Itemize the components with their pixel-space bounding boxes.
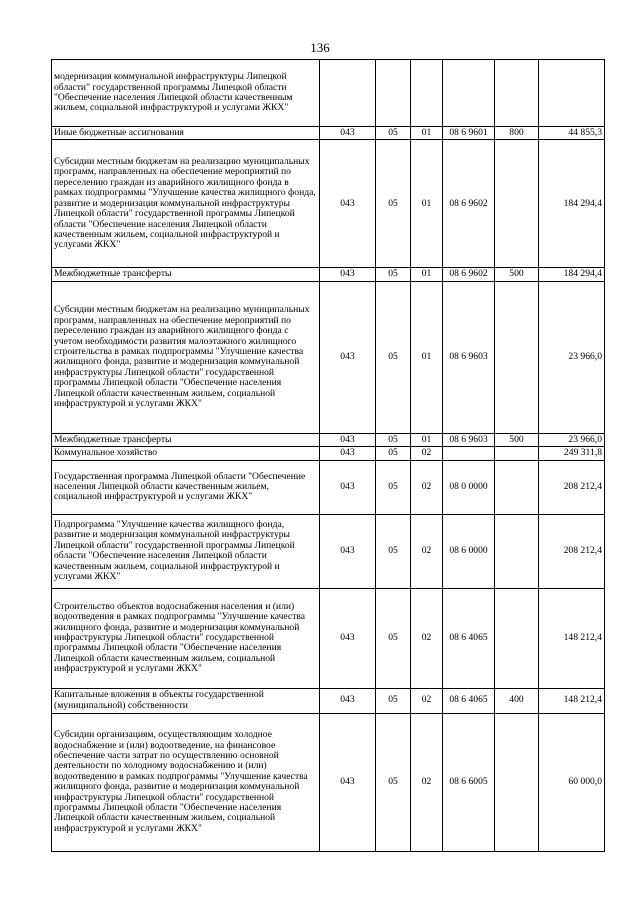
ministry-code: 043 [320,281,376,433]
expense-type [495,514,539,588]
ministry-code: 043 [320,688,376,713]
ministry-code: 043 [320,433,376,446]
amount: 249 311,8 [539,447,605,460]
section-code: 05 [376,713,411,851]
target-article: 08 6 9602 [443,140,495,268]
expense-type [495,281,539,433]
section-code: 05 [376,281,411,433]
section-code: 05 [376,514,411,588]
table-row [52,588,605,688]
subsection-code: 02 [411,713,443,851]
section-code: 05 [376,268,411,281]
section-code: 05 [376,127,411,140]
amount: 148 212,4 [539,588,605,688]
page-number: 136 [310,40,330,55]
subsection-code: 01 [411,127,443,140]
expense-type [495,140,539,268]
row-name: Субсидии местным бюджетам на реализацию муниципальных программ, направленных на обеспечение мероприятий по переселению граждан из аварийного жилищного фонда в рамках подпрограммы "Улучшение качества жилищного фонда, развитие и модернизация коммунальной инфраструктуры Липецкой области" государственной программы Липецкой области "Обеспечение населения Липецкой области качественным жильем, социальной инфраструктурой и услугами ЖКХ" [52,140,320,268]
expense-type: 800 [495,127,539,140]
ministry-code: 043 [320,140,376,268]
table-row [52,281,605,433]
target-article: 08 6 9602 [443,268,495,281]
amount: 23 966,0 [539,433,605,446]
subsection-code: 01 [411,268,443,281]
ministry-code: 043 [320,514,376,588]
row-name: модернизация коммунальной инфраструктуры Липецкой области" государственной программы Липецкой области "Обеспечение населения Липецкой области качественным жильем, социальной инфраструктурой и услугами ЖКХ" [52,60,320,127]
section-code: 05 [376,588,411,688]
amount: 184 294,4 [539,140,605,268]
section-code: 05 [376,460,411,514]
amount: 184 294,4 [539,268,605,281]
target-article: 08 6 4065 [443,588,495,688]
amount: 208 212,4 [539,460,605,514]
target-article: 08 6 9603 [443,281,495,433]
subsection-code: 02 [411,447,443,460]
amount [539,60,605,127]
target-article: 08 6 9603 [443,433,495,446]
table-row [52,713,605,851]
target-article: 08 6 9601 [443,127,495,140]
subsection-code: 01 [411,140,443,268]
section-code: 05 [376,140,411,268]
subsection-code: 02 [411,688,443,713]
table-row [52,447,605,460]
table-row [52,460,605,514]
section-code: 05 [376,688,411,713]
amount: 60 000,0 [539,713,605,851]
table-row [52,140,605,268]
subsection-code: 02 [411,460,443,514]
row-name: Межбюджетные трансферты [52,433,320,446]
target-article: 08 6 6005 [443,713,495,851]
row-name: Подпрограмма "Улучшение качества жилищного фонда, развитие и модернизация коммунальной инфраструктуры Липецкой области" государственной программы Липецкой области "Обеспечение населения Липецкой области качественным жильем, социальной инфраструктурой и услугами ЖКХ" [52,514,320,588]
section-code [376,60,411,127]
table-row [52,268,605,281]
budget-table [51,59,605,852]
row-name: Капитальные вложения в объекты государственной (муниципальной) собственности [52,688,320,713]
expense-type: 400 [495,688,539,713]
expense-type [495,447,539,460]
expense-type: 500 [495,433,539,446]
table-row [52,127,605,140]
subsection-code [411,60,443,127]
section-code: 05 [376,433,411,446]
section-code: 05 [376,447,411,460]
row-name: Субсидии организациям, осуществляющим холодное водоснабжение и (или) водоотведение, на финансовое обеспечение части затрат по осуществлению основной деятельности по холодному водоснабжению и (или) водоотведению в рамках подпрограммы "Улучшение качества жилищного фонда, развитие и модернизация коммунальной инфраструктуры Липецкой области" государственной программы Липецкой области "Обеспечение населения Липецкой области качественным жильем, социальной инфраструктурой и услугами ЖКХ" [52,713,320,851]
subsection-code: 01 [411,433,443,446]
subsection-code: 02 [411,588,443,688]
amount: 23 966,0 [539,281,605,433]
table-row [52,60,605,127]
expense-type [495,588,539,688]
amount: 208 212,4 [539,514,605,588]
row-name: Строительство объектов водоснабжения населения и (или) водоотведения в рамках подпрограммы "Улучшение качества жилищного фонда, развитие и модернизация коммунальной инфраструктуры Липецкой области" государственной программы Липецкой области "Обеспечение населения Липецкой области качественным жильем, социальной инфраструктурой и услугами ЖКХ" [52,588,320,688]
subsection-code: 02 [411,514,443,588]
target-article [443,60,495,127]
ministry-code: 043 [320,268,376,281]
amount: 44 855,3 [539,127,605,140]
target-article: 08 6 4065 [443,688,495,713]
target-article [443,447,495,460]
ministry-code: 043 [320,127,376,140]
ministry-code: 043 [320,588,376,688]
amount: 148 212,4 [539,688,605,713]
ministry-code [320,60,376,127]
table-row [52,688,605,713]
subsection-code: 01 [411,281,443,433]
row-name: Субсидии местным бюджетам на реализацию муниципальных программ, направленных на обеспечение мероприятий по переселению граждан из аварийного жилищного фонда с учетом необходимости развития малоэтажного жилищного строительства в рамках подпрограммы "Улучшение качества жилищного фонда, развитие и модернизация коммунальной инфраструктуры Липецкой области" государственной программы Липецкой области "Обеспечение населения Липецкой области качественным жильем, социальной инфраструктурой и услугами ЖКХ" [52,281,320,433]
target-article: 08 0 0000 [443,460,495,514]
expense-type [495,713,539,851]
row-name: Иные бюджетные ассигнования [52,127,320,140]
expense-type: 500 [495,268,539,281]
row-name: Государственная программа Липецкой области "Обеспечение населения Липецкой области качественным жильем, социальной инфраструктурой и услугами ЖКХ" [52,460,320,514]
expense-type [495,60,539,127]
expense-type [495,460,539,514]
row-name: Коммунальное хозяйство [52,447,320,460]
target-article: 08 6 0000 [443,514,495,588]
ministry-code: 043 [320,460,376,514]
ministry-code: 043 [320,447,376,460]
table-row [52,433,605,446]
row-name: Межбюджетные трансферты [52,268,320,281]
table-row [52,514,605,588]
ministry-code: 043 [320,713,376,851]
